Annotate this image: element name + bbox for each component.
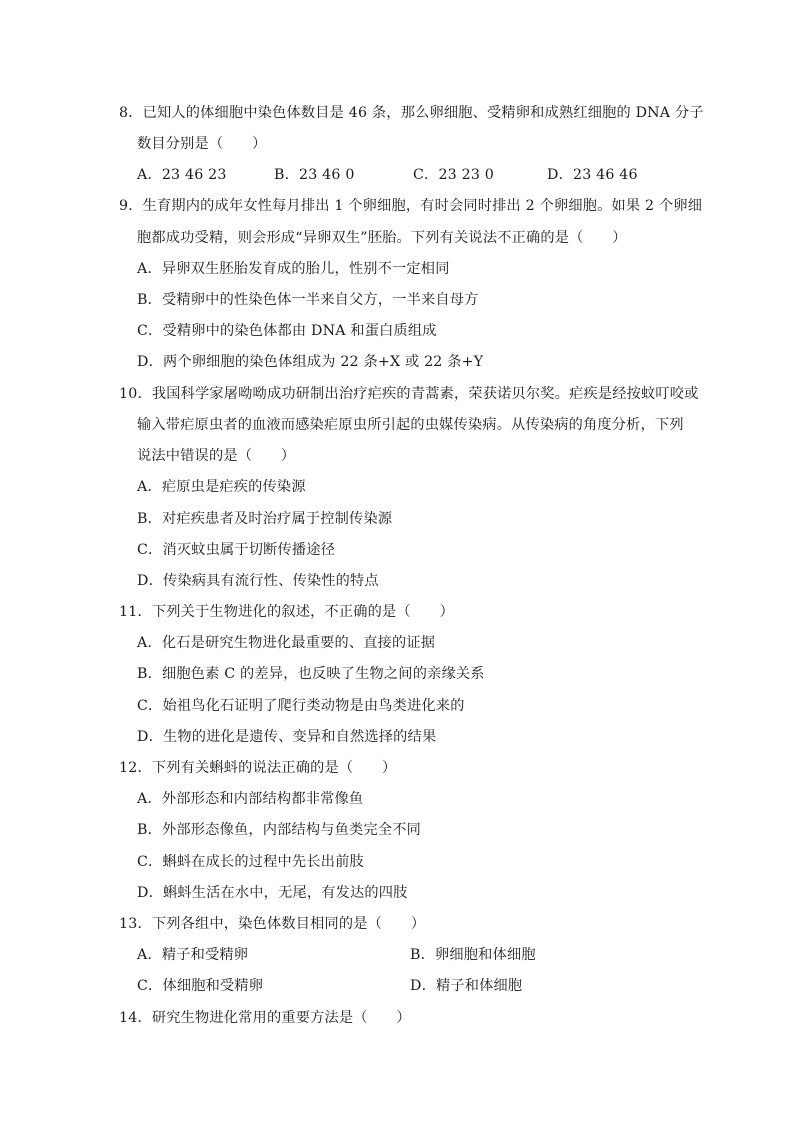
question-10-option-b: B．对疟疾患者及时治疗属于控制传染源 — [137, 511, 393, 527]
question-14-line-1: 14．研究生物进化常用的重要方法是（ ） — [119, 1010, 411, 1026]
question-10-line-1: 10．我国科学家屠呦呦成功研制出治疗疟疾的青蒿素，荣获诺贝尔奖。疟疾是经按蚊叮咬或 — [119, 386, 699, 402]
option-a: A．23 46 23 — [137, 167, 227, 183]
option-a: A．精子和受精卵 — [137, 947, 249, 963]
question-10-option-c: C．消灭蚊虫属于切断传播途径 — [137, 542, 336, 558]
question-12-option-a: A．外部形态和内部结构都非常像鱼 — [137, 791, 364, 807]
question-10-option-d: D．传染病具有流行性、传染性的特点 — [137, 573, 379, 589]
question-11-line-1: 11．下列关于生物进化的叙述，不正确的是（ ） — [119, 604, 454, 620]
question-11-option-d: D．生物的进化是遗传、变异和自然选择的结果 — [137, 729, 437, 745]
option-c: C．23 23 0 — [413, 167, 494, 183]
question-12-option-b: B．外部形态像鱼，内部结构与鱼类完全不同 — [137, 822, 421, 838]
question-10-line-3: 说法中错误的是（ ） — [137, 448, 296, 464]
question-10-line-2: 输入带疟原虫者的血液而感染疟原虫所引起的虫媒传染病。从传染病的角度分析，下列 — [137, 417, 684, 433]
question-9-line-1: 9．生育期内的成年女性每月排出 1 个卵细胞，有时会同时排出 2 个卵细胞。如果 2 个卵细 — [119, 198, 703, 214]
question-8-line-1: 8．已知人的体细胞中染色体数目是 46 条，那么卵细胞、受精卵和成熟红细胞的 DNA 分子 — [119, 105, 704, 121]
question-11-option-b: B．细胞色素 C 的差异，也反映了生物之间的亲缘关系 — [137, 666, 485, 682]
question-9-option-b: B．受精卵中的性染色体一半来自父方，一半来自母方 — [137, 292, 479, 308]
question-9-line-2: 胞都成功受精，则会形成“异卵双生”胚胎。下列有关说法不正确的是（ ） — [137, 230, 627, 246]
question-9-option-c: C．受精卵中的染色体都由 DNA 和蛋白质组成 — [137, 323, 437, 339]
question-13-line-1: 13．下列各组中，染色体数目相同的是（ ） — [119, 916, 426, 932]
question-8-line-2: 数目分别是（ ） — [137, 136, 267, 152]
question-12-option-d: D．蝌蚪生活在水中，无尾，有发达的四肢 — [137, 885, 408, 901]
question-10-option-a: A．疟原虫是疟疾的传染源 — [137, 479, 306, 495]
option-d: D．精子和体细胞 — [410, 978, 523, 994]
question-9-option-d: D．两个卵细胞的染色体组成为 22 条+X 或 22 条+Y — [137, 354, 484, 370]
question-11-option-c: C．始祖鸟化石证明了爬行类动物是由鸟类进化来的 — [137, 698, 465, 714]
option-d: D．23 46 46 — [547, 167, 638, 183]
option-b: B．卵细胞和体细胞 — [410, 947, 536, 963]
question-12-line-1: 12．下列有关蝌蚪的说法正确的是（ ） — [119, 760, 397, 776]
option-c: C．体细胞和受精卵 — [137, 978, 264, 994]
option-b: B．23 46 0 — [274, 167, 355, 183]
question-12-option-c: C．蝌蚪在成长的过程中先长出前肢 — [137, 854, 364, 870]
question-11-option-a: A．化石是研究生物进化最重要的、直接的证据 — [137, 635, 436, 651]
question-9-option-a: A．异卵双生胚胎发育成的胎儿，性别不一定相同 — [137, 261, 450, 277]
